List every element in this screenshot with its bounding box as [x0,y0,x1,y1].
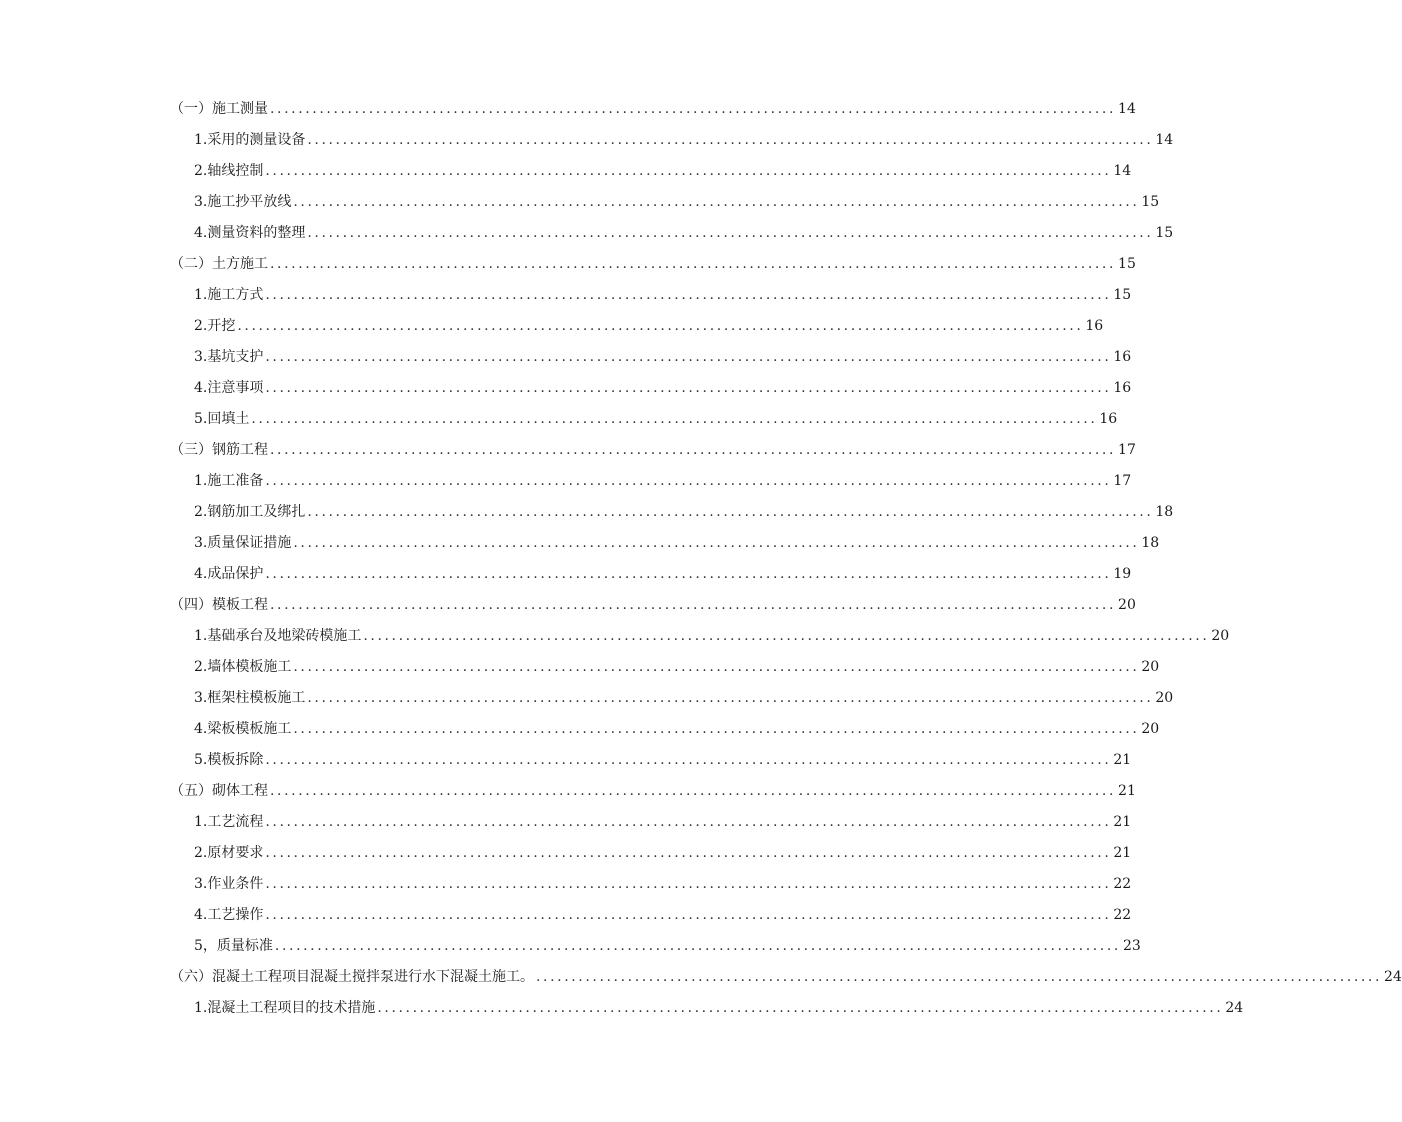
toc-subsection-entry[interactable] [0,310,1104,341]
toc-entry-title: 4.成品保护 [194,565,264,582]
toc-section-entry[interactable] [0,93,1136,124]
toc-page-number: 14 [1155,131,1174,148]
toc-subsection-entry[interactable] [0,558,1132,589]
toc-entry-title: （二）土方施工 [170,255,268,272]
toc-page-number: 24 [1384,968,1402,985]
toc-entry-title: （三）钢筋工程 [170,441,268,458]
toc-dot-leader: ........................................................................................................................ [274,937,1121,954]
toc-subsection-entry[interactable] [0,713,1160,744]
toc-subsection-entry[interactable] [0,217,1174,248]
toc-entry-title: 2.轴线控制 [194,162,264,179]
toc-page-number: 15 [1113,286,1132,303]
toc-page-number: 20 [1141,720,1160,737]
toc-subsection-entry[interactable] [0,496,1174,527]
toc-subsection-entry[interactable] [0,930,1141,961]
toc-subsection-entry[interactable] [0,899,1132,930]
toc-page-number: 15 [1118,255,1136,272]
toc-entry-title: 4.测量资料的整理 [194,224,306,241]
toc-page-number: 18 [1141,534,1160,551]
toc-dot-leader: ........................................................................................................................ [293,658,1140,675]
toc-dot-leader: ........................................................................................................................ [265,565,1112,582]
toc-dot-leader: ........................................................................................................................ [363,627,1210,644]
toc-dot-leader: ........................................................................................................................ [293,720,1140,737]
toc-page-number: 14 [1118,100,1136,117]
toc-dot-leader: ........................................................................................................................ [265,286,1112,303]
toc-subsection-entry[interactable] [0,186,1160,217]
toc-entry-title: 2.墙体模板施工 [194,658,292,675]
toc-dot-leader: ........................................................................................................................ [307,224,1154,241]
toc-entry-title: （四）模板工程 [170,596,268,613]
toc-entry-title: 3.框架柱模板施工 [194,689,306,706]
toc-dot-leader: ........................................................................................................................ [270,782,1117,799]
toc-dot-leader: ........................................................................................................................ [265,844,1112,861]
toc-dot-leader: ........................................................................................................................ [307,131,1154,148]
toc-page-number: 20 [1211,627,1230,644]
toc-page-number: 22 [1113,906,1132,923]
toc-page-number: 18 [1155,503,1174,520]
toc-page-number: 17 [1118,441,1136,458]
toc-subsection-entry[interactable] [0,465,1132,496]
toc-subsection-entry[interactable] [0,124,1174,155]
toc-dot-leader: ........................................................................................................................ [265,379,1112,396]
toc-page-number: 21 [1113,813,1132,830]
toc-section-entry[interactable] [0,589,1136,620]
toc-entry-title: （一）施工测量 [170,100,268,117]
toc-subsection-entry[interactable] [0,744,1132,775]
toc-entry-title: 5.模板拆除 [194,751,264,768]
toc-entry-title: 1.工艺流程 [194,813,264,830]
toc-dot-leader: ........................................................................................................................ [377,999,1224,1016]
toc-subsection-entry[interactable] [0,837,1132,868]
toc-dot-leader: ........................................................................................................................ [265,348,1112,365]
toc-dot-leader: ........................................................................................................................ [237,317,1084,334]
toc-entry-title: 5.回填土 [194,410,250,427]
toc-subsection-entry[interactable] [0,806,1132,837]
toc-section-entry[interactable] [0,775,1136,806]
toc-page-number: 20 [1118,596,1136,613]
toc-section-entry[interactable] [0,248,1136,279]
toc-page-number: 19 [1113,565,1132,582]
toc-entry-title: 3.基坑支护 [194,348,264,365]
toc-entry-title: 3.质量保证措施 [194,534,292,551]
toc-subsection-entry[interactable] [0,682,1174,713]
toc-dot-leader: ........................................................................................................................ [265,162,1112,179]
toc-subsection-entry[interactable] [0,341,1132,372]
toc-entry-title: 1.混凝土工程项目的技术措施 [194,999,376,1016]
toc-entry-title: （五）砌体工程 [170,782,268,799]
toc-entry-title: （六）混凝土工程项目混凝土搅拌泵进行水下混凝土施工。 [170,968,534,985]
toc-dot-leader: ........................................................................................................................ [265,751,1112,768]
toc-page-number: 14 [1113,162,1132,179]
toc-subsection-entry[interactable] [0,403,1118,434]
toc-subsection-entry[interactable] [0,868,1132,899]
toc-entry-title: 1.采用的测量设备 [194,131,306,148]
toc-subsection-entry[interactable] [0,155,1132,186]
toc-subsection-entry[interactable] [0,372,1132,403]
toc-entry-title: 4.梁板模板施工 [194,720,292,737]
toc-page-number: 17 [1113,472,1132,489]
toc-dot-leader: ........................................................................................................................ [270,596,1117,613]
toc-entry-title: 1.施工方式 [194,286,264,303]
toc-dot-leader: ........................................................................................................................ [265,472,1112,489]
toc-dot-leader: ........................................................................................................................ [293,534,1140,551]
table-of-contents [0,93,1402,1023]
toc-dot-leader: ........................................................................................................................ [307,503,1154,520]
toc-dot-leader: ........................................................................................................................ [536,968,1383,985]
toc-dot-leader: ........................................................................................................................ [251,410,1098,427]
toc-page-number: 22 [1113,875,1132,892]
toc-dot-leader: ........................................................................................................................ [270,255,1117,272]
toc-page-number: 24 [1225,999,1244,1016]
toc-entry-title: 2.开挖 [194,317,236,334]
toc-dot-leader: ........................................................................................................................ [265,906,1112,923]
toc-subsection-entry[interactable] [0,527,1160,558]
toc-dot-leader: ........................................................................................................................ [270,100,1117,117]
toc-entry-title: 4.工艺操作 [194,906,264,923]
toc-entry-title: 2.原材要求 [194,844,264,861]
toc-page-number: 21 [1118,782,1136,799]
toc-dot-leader: ........................................................................................................................ [265,813,1112,830]
toc-page-number: 15 [1155,224,1174,241]
toc-dot-leader: ........................................................................................................................ [307,689,1154,706]
toc-page-number: 16 [1085,317,1104,334]
toc-page-number: 23 [1122,937,1141,954]
toc-dot-leader: ........................................................................................................................ [293,193,1140,210]
toc-page-number: 20 [1141,658,1160,675]
toc-subsection-entry[interactable] [0,279,1132,310]
toc-subsection-entry[interactable] [0,651,1160,682]
toc-entry-title: 1.施工准备 [194,472,264,489]
toc-entry-title: 3.作业条件 [194,875,264,892]
toc-entry-title: 4.注意事项 [194,379,264,396]
toc-page-number: 15 [1141,193,1160,210]
toc-page-number: 16 [1099,410,1118,427]
toc-page-number: 20 [1155,689,1174,706]
toc-entry-title: 5，质量标准 [194,937,273,954]
toc-page-number: 16 [1113,379,1132,396]
toc-subsection-entry[interactable] [0,620,1230,651]
toc-entry-title: 1.基础承台及地梁砖模施工 [194,627,362,644]
toc-entry-title: 3.施工抄平放线 [194,193,292,210]
toc-subsection-entry[interactable] [0,992,1244,1023]
toc-dot-leader: ........................................................................................................................ [265,875,1112,892]
toc-page-number: 21 [1113,751,1132,768]
toc-section-entry[interactable] [0,961,1402,992]
toc-dot-leader: ........................................................................................................................ [270,441,1117,458]
toc-entry-title: 2.钢筋加工及绑扎 [194,503,306,520]
toc-section-entry[interactable] [0,434,1136,465]
toc-page-number: 16 [1113,348,1132,365]
toc-page-number: 21 [1113,844,1132,861]
